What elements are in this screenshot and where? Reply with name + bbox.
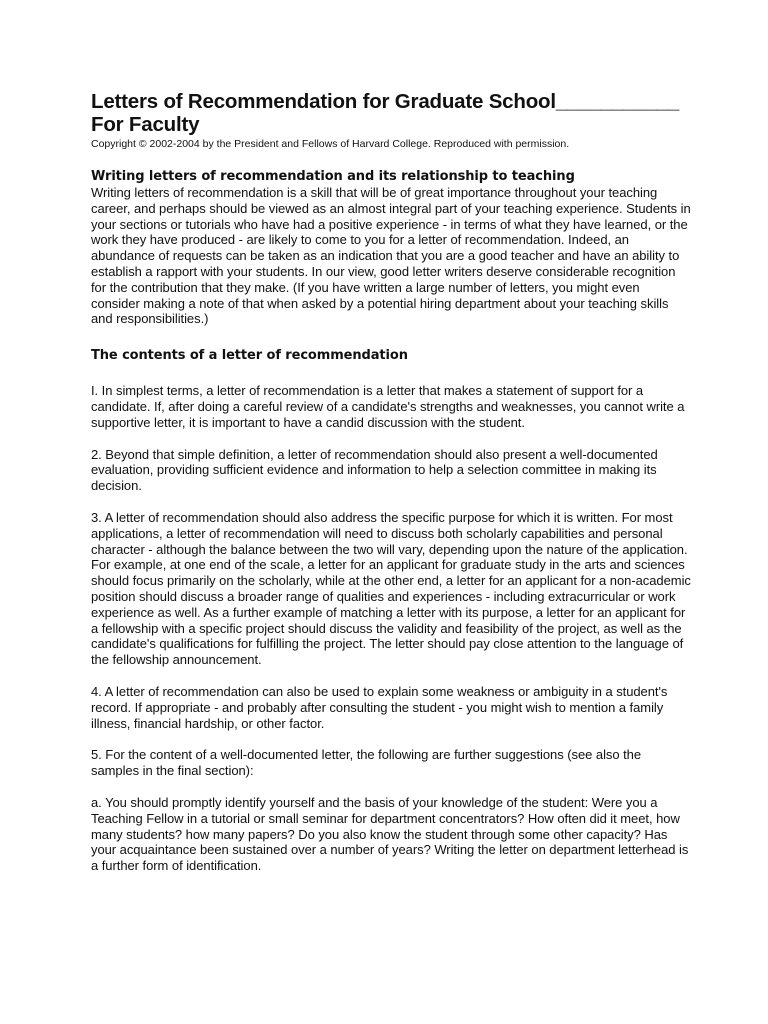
contents-item-5: 5. For the content of a well-documented letter, the following are further suggestions (see also the samples in the final section):	[91, 747, 642, 779]
contents-item-2: 2. Beyond that simple definition, a letter of recommendation should also present a well-documented evaluation, providing sufficient evidence and information to help a selection committee in making its decision.	[91, 446, 658, 494]
document-page	[91, 90, 691, 874]
intro-heading: Writing letters of recommendation and its relationship to teaching	[91, 169, 575, 184]
contents-item-1: I. In simplest terms, a letter of recommendation is a letter that makes a statement of support for a candidate. If, after doing a careful review of a candidate's strengths and weaknesses, you cannot write a supportive letter, it is important to have a candid discussion with the student.	[91, 383, 685, 430]
contents-heading: The contents of a letter of recommendation	[91, 348, 408, 364]
contents-item-3: 3. A letter of recommendation should also address the specific purpose for which it is written. For most applications, a letter of recommendation will need to discuss both scholarly capabilities and personal character - although the balance between the two will vary, depending upon the nature of the application. For example, at one end of the scale, a letter for an applicant for graduate study in the arts and sciences should focus primarily on the scholarly, while at the other end, a letter for an applicant for a non-academic position should discuss a broader range of qualities and experiences - including extracurricular or work experience as well. As a further example of matching a letter with its purpose, a letter for an applicant for a fellowship with a specific project should discuss the validity and feasibility of the project, as well as the candidate's qualifications for fulfilling the project. The letter should pay close attention to the language of the fellowship announcement.	[91, 509, 691, 668]
intro-paragraph: Writing letters of recommendation is a skill that will be of great importance throughout your teaching career, and perhaps should be viewed as an almost integral part of your teaching experience. Students in your sections or tutorials who have had a positive experience - in terms of what they have learned, or the work they have produced - are likely to come to you for a letter of recommendation. Indeed, an abundance of requests can be taken as an indication that you are a good teacher and have an ability to establish a rapport with your students. In our view, good letter writers deserve considerable recognition for the contribution that they make. (If you have written a large number of letters, you might even consider making a note of that when asked by a potential hiring department about your teaching skills and responsibilities.)	[91, 185, 691, 327]
contents-item-4: 4. A letter of recommendation can also be used to explain some weakness or ambiguity in a student's record. If appropriate - and probably after consulting the student - you might wish to mention a family illness, financial hardship, or other factor.	[91, 683, 668, 731]
title-line-2: For Faculty	[91, 113, 200, 136]
document-title	[91, 90, 691, 136]
copyright-notice: Copyright © 2002-2004 by the President and Fellows of Harvard College. Reproduced with permission.	[91, 138, 570, 150]
title-line-1: Letters of Recommendation for Graduate School___________	[91, 90, 680, 113]
contents-item-5a: a. You should promptly identify yourself and the basis of your knowledge of the student: Were you a Teaching Fellow in a tutorial or small seminar for department concentrators? How often did it meet, how many students? how many papers? Do you also know the student through some other capacity? Has your acquaintance been sustained over a number of years? Writing the letter on department letterhead is a further form of identification.	[91, 794, 689, 874]
contents-list	[91, 383, 691, 874]
